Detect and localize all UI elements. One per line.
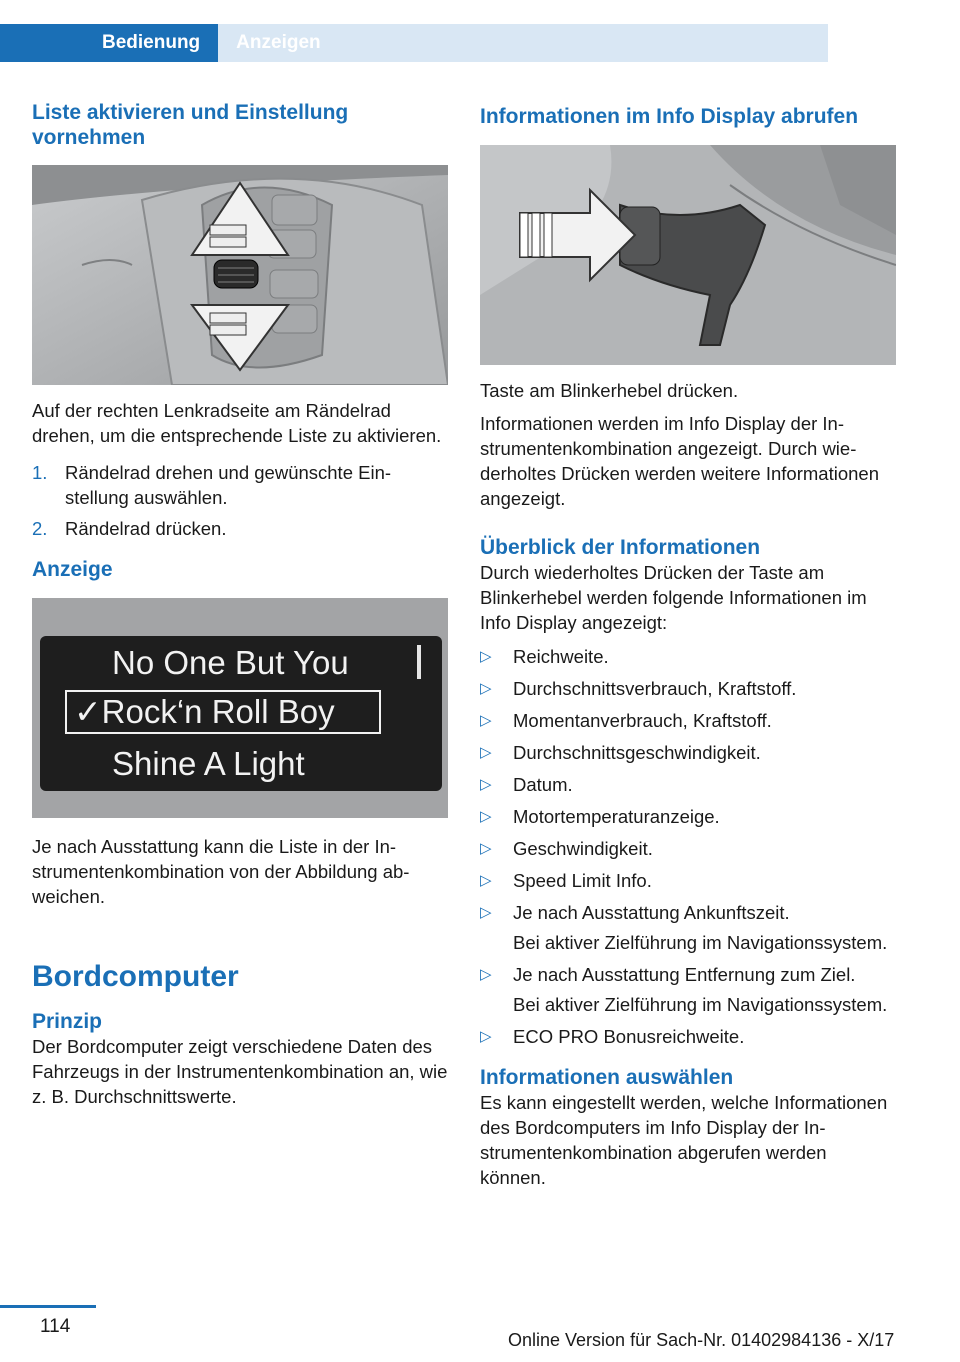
- bullet-triangle-icon: ▷: [480, 744, 492, 761]
- heading-info-display: Informationen im Info Display abrufen: [480, 105, 859, 128]
- footer-online-version: Online Version für Sach-Nr. 01402984136 - X/17: [508, 1330, 895, 1350]
- page-number-rule: [0, 1305, 96, 1308]
- heading-bordcomputer: Bordcomputer: [32, 960, 239, 993]
- bullet-triangle-icon: ▷: [480, 648, 492, 665]
- list-item: ▷ Momentanverbrauch, Kraftstoff.: [480, 710, 772, 731]
- bullet-triangle-icon: ▷: [480, 712, 492, 729]
- heading-anzeige: Anzeige: [32, 558, 113, 581]
- heading-ueberblick: Überblick der Informationen: [480, 536, 761, 559]
- bullet-triangle-icon: ▷: [480, 904, 492, 921]
- steering-wheel-illustration: [32, 165, 448, 385]
- tab-bedienung[interactable]: Bedienung: [0, 24, 218, 62]
- heading-informationen-auswaehlen: Informationen auswählen: [480, 1066, 734, 1089]
- steering-wheel-figure: [32, 165, 448, 385]
- paragraph-ueberblick: Durch wiederholtes Drücken der Taste am Blinkerhebel werden folgende Informationen im Info Display angezeigt:: [480, 562, 867, 633]
- steps-list: [32, 460, 448, 541]
- list-item: ▷ Je nach Ausstattung Ankunftszeit. Bei aktiver Zielführung im Navigationssystem.: [480, 902, 888, 953]
- tab-anzeigen[interactable]: Anzeigen: [218, 24, 828, 62]
- heading-liste-aktivieren: Liste aktivieren und Einstellung vornehmen: [32, 101, 349, 149]
- lever-figure: [480, 145, 896, 365]
- display-line-1: No One But You: [112, 644, 349, 681]
- bullet-triangle-icon: ▷: [480, 1028, 492, 1045]
- bullet-triangle-icon: ▷: [480, 966, 492, 983]
- bullet-triangle-icon: ▷: [480, 680, 492, 697]
- list-item: ▷ Durchschnittsverbrauch, Kraftstoff.: [480, 678, 797, 699]
- list-item: ▷ Reichweite.: [480, 646, 609, 667]
- bullet-triangle-icon: ▷: [480, 776, 492, 793]
- list-item: 2. Rändelrad drücken.: [32, 518, 227, 539]
- display-line-3: Shine A Light: [112, 745, 305, 782]
- header-tabs: [0, 24, 828, 62]
- list-item: ▷ Durchschnittsgeschwindigkeit.: [480, 742, 761, 763]
- paragraph-informationen-angezeigt: Informationen werden im Info Display der Instrumentenkombination angezeigt. Durch wiederholtes Drücken werden weitere Informationen angezeigt.: [480, 413, 879, 509]
- list-item: ▷ ECO PRO Bonusreichweite.: [480, 1026, 745, 1047]
- list-item: ▷ Datum.: [480, 774, 573, 795]
- lever-illustration: [480, 145, 896, 365]
- info-bullet-list: [480, 644, 896, 1049]
- paragraph-ausstattung: Je nach Ausstattung kann die Liste in der Instrumentenkombination von der Abbildung abweichen.: [32, 836, 410, 907]
- bullet-triangle-icon: ▷: [480, 840, 492, 857]
- list-item: 1. Rändelrad drehen und gewünschte Einstellung auswählen.: [32, 462, 392, 508]
- paragraph-prinzip: Der Bordcomputer zeigt verschiedene Daten des Fahrzeugs in der Instrumentenkombination an, wie z. B. Durchschnittswerte.: [32, 1036, 448, 1107]
- bullet-triangle-icon: ▷: [480, 808, 492, 825]
- paragraph-taste: Taste am Blinkerhebel drücken.: [480, 380, 739, 401]
- heading-prinzip: Prinzip: [32, 1010, 103, 1033]
- right-column: [480, 100, 896, 1190]
- list-item: ▷ Geschwindigkeit.: [480, 838, 653, 859]
- list-item: ▷ Motortemperaturanzeige.: [480, 806, 720, 827]
- bullet-triangle-icon: ▷: [480, 872, 492, 889]
- paragraph-auswaehlen: Es kann eingestellt werden, welche Informationen des Bordcomputers im Info Display der Instrumentenkombination abgerufen werden können.: [480, 1092, 888, 1188]
- list-item: ▷ Speed Limit Info.: [480, 870, 652, 891]
- left-column: [32, 100, 448, 1109]
- display-line-2: ✓Rock‘n Roll Boy: [74, 693, 335, 730]
- scrollbar-marker: [417, 645, 421, 679]
- paragraph-lenkradseite: Auf der rechten Lenkradseite am Rändelrad drehen, um die entsprechende Liste zu aktivieren.: [32, 400, 442, 446]
- list-item: ▷ Je nach Ausstattung Entfernung zum Ziel. Bei aktiver Zielführung im Navigationssystem.: [480, 964, 888, 1015]
- display-figure: [32, 598, 448, 818]
- page-number: 114: [40, 1316, 71, 1337]
